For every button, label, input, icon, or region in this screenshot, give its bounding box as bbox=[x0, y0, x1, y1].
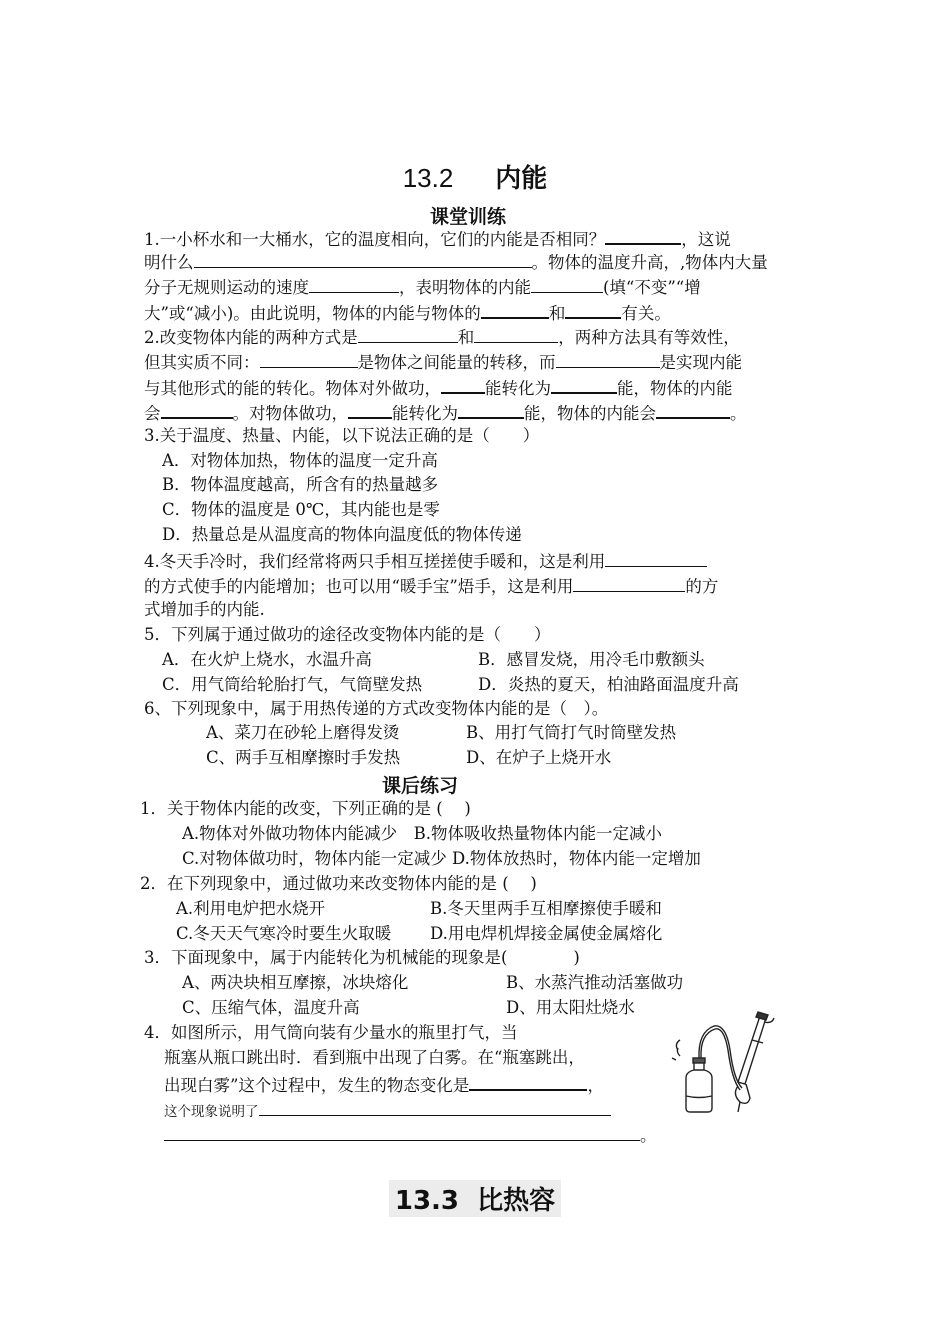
option-text: A、两决块相互摩擦，冰块熔化 bbox=[182, 973, 409, 992]
next-title-number: 13.3 bbox=[394, 1186, 460, 1216]
question-3: 3.关于温度、热量、内能，以下说法正确的是（ ） bbox=[144, 426, 540, 445]
text-line: 大”或“减小)。由此说明，物体的内能与物体的 和 有关。 bbox=[144, 300, 671, 325]
title-number: 13.2 bbox=[402, 163, 454, 193]
text-line: 出现白雾”这个过程中，发生的物态变化是 ， bbox=[164, 1072, 604, 1097]
text-line: 2.改变物体内能的两种方式是 和 ，两种方法具有等效性， bbox=[144, 325, 740, 349]
option-text: A．对物体加热，物体的温度一定升高 bbox=[162, 451, 438, 470]
text-line: 1.一小杯水和一大桶水，它的温度相向，它们的内能是否相同？ ，这说 bbox=[144, 226, 731, 251]
homework-question-4: 4．如图所示，用气筒向装有少量水的瓶里打气，当 bbox=[144, 1023, 518, 1042]
homework-question-3: 3．下面现象中，属于内能转化为机械能的现象是( ) bbox=[144, 948, 580, 967]
homework-question-1: 1．关于物体内能的改变，下列正确的是 ( ) bbox=[140, 799, 471, 818]
question-6: 6、下列现象中，属于用热传递的方式改变物体内能的是（ ）。 bbox=[144, 699, 609, 718]
option-text: D.用电焊机焊接金属使金属熔化 bbox=[430, 924, 663, 943]
option-text: D．炎热的夏天，柏油路面温度升高 bbox=[478, 675, 739, 694]
text-line: 4.冬天手冷时，我们经常将两只手相互搓搓使手暖和，这是利用 bbox=[144, 549, 707, 573]
option-text: C、两手互相摩擦时手发热 bbox=[206, 748, 401, 767]
question-5: 5．下列属于通过做功的途径改变物体内能的是（ ） bbox=[144, 625, 551, 644]
text-line: 瓶塞从瓶口跳出时．看到瓶中出现了白雾。在“瓶塞跳出， bbox=[164, 1048, 585, 1067]
next-section-title bbox=[0, 1180, 950, 1217]
option-text: D．热量总是从温度高的物体向温度低的物体传递 bbox=[162, 525, 522, 544]
title-name: 内能 bbox=[495, 164, 548, 194]
option-text: B.冬天里两手互相摩擦使手暖和 bbox=[430, 899, 662, 918]
page-title bbox=[0, 158, 950, 195]
option-text: A.物体对外做功物体内能减少 B.物体吸收热量物体内能一定减小 bbox=[182, 824, 663, 843]
option-text: C、压缩气体，温度升高 bbox=[182, 998, 360, 1017]
text-line: 式增加手的内能. bbox=[144, 600, 265, 619]
option-text: C.对物体做功时，物体内能一定减少 D.物体放热时，物体内能一定增加 bbox=[182, 849, 701, 868]
option-text: B、用打气筒打气时筒壁发热 bbox=[466, 723, 677, 742]
section-heading-after: 课后练习 bbox=[382, 775, 459, 797]
option-text: A、菜刀在砂轮上磨得发烫 bbox=[206, 723, 400, 742]
text-line: 明什么 。物体的温度升高，,物体内大量 bbox=[144, 250, 768, 274]
text-line: 这个现象说明了 bbox=[164, 1098, 611, 1123]
bottle-pump-illustration bbox=[668, 1010, 780, 1114]
text-line: 但其实质不同： 是物体之间能量的转移，而 是实现内能 bbox=[144, 350, 742, 374]
text-line: 的方式使手的内能增加；也可以用“暖手宝”焐手，这是利用 的方 bbox=[144, 574, 718, 598]
text-line: 与其他形式的能的转化。物体对外做功， 能转化为 能，物体的内能 bbox=[144, 375, 733, 400]
text-line: 分子无规则运动的速度 ，表明物体的内能 (填“不变”“增 bbox=[144, 275, 701, 299]
option-text: D、在炉子上烧开水 bbox=[466, 748, 612, 767]
text-line: 会 。对物体做功， 能转化为 能，物体的内能会 。 bbox=[144, 400, 747, 425]
option-text: A．在火炉上烧水，水温升高 bbox=[162, 650, 372, 669]
option-text: C．物体的温度是 0℃，其内能也是零 bbox=[162, 500, 440, 519]
option-text: B、水蒸汽推动活塞做功 bbox=[506, 973, 684, 992]
next-title-name: 比热容 bbox=[477, 1186, 556, 1216]
section-heading-class: 课堂训练 bbox=[430, 206, 507, 228]
option-text: C．用气筒给轮胎打气，气筒壁发热 bbox=[162, 675, 423, 694]
option-text: A.利用电炉把水烧开 bbox=[176, 899, 326, 918]
option-text: B．感冒发烧，用冷毛巾敷额头 bbox=[478, 650, 705, 669]
option-text: D、用太阳灶烧水 bbox=[506, 998, 635, 1017]
option-text: B．物体温度越高，所含有的热量越多 bbox=[162, 475, 439, 494]
homework-question-2: 2．在下列现象中，通过做功来改变物体内能的是 ( ) bbox=[140, 874, 537, 893]
option-text: C.冬天天气寒冷时要生火取暖 bbox=[176, 924, 392, 943]
text-line: 。 bbox=[164, 1123, 657, 1147]
